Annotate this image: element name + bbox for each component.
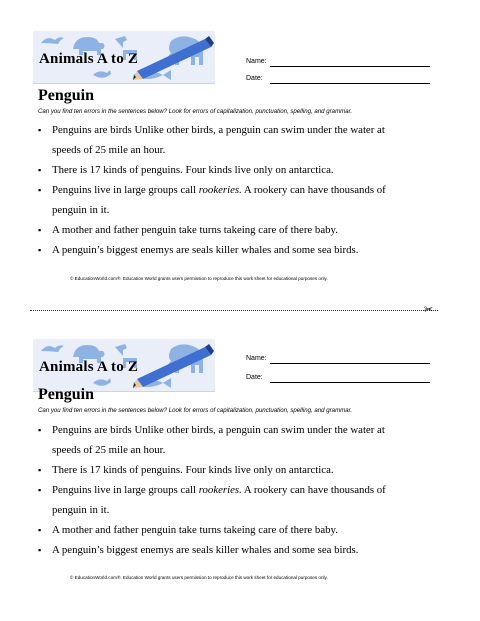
instructions: Can you find ten errors in the sentences below? Look for errors of capitalization, punctuation, spelling, and grammar. [38,407,353,414]
list-item: ▪ A mother and father penguin take turns takeing care of there baby. [38,220,458,240]
list-item: ▪ A mother and father penguin take turns takeing care of there baby. [38,520,458,540]
list-item: ▪ A penguin’s biggest enemys are seals killer whales and some sea birds. [38,240,458,260]
name-field[interactable] [270,66,430,67]
list-item: ▪ Penguins live in large groups call rookeries. A rookery can have thousands of penguin in it. [38,180,458,220]
list-item: ▪ Penguins are birds Unlike other birds, a penguin can swim under the water at speeds of 25 mile an hour. [38,120,458,160]
scissors-icon: ✂ [424,303,434,316]
date-field[interactable] [270,382,430,383]
date-field[interactable] [270,83,430,84]
cut-line [30,310,438,311]
list-item: ▪ There is 17 kinds of penguins. Four kinds live only on antarctica. [38,160,458,180]
name-label: Name: [246,58,267,65]
list-item: ▪ There is 17 kinds of penguins. Four kinds live only on antarctica. [38,460,458,480]
name-label: Name: [246,355,267,362]
list-item: ▪ A penguin’s biggest enemys are seals killer whales and some sea birds. [38,540,458,560]
date-label: Date: [246,374,263,381]
list-item: ▪ Penguins live in large groups call rookeries. A rookery can have thousands of penguin in it. [38,480,458,520]
banner [33,31,215,84]
banner-title: Animals A to Z [39,359,139,375]
copyright-footer: © EducationWorld.com®. Education World grants users permission to reproduce this work sheet for educational purposes only. [70,575,328,580]
date-label: Date: [246,75,263,82]
page-title: Penguin [38,87,95,104]
instructions: Can you find ten errors in the sentences below? Look for errors of capitalization, punctuation, spelling, and grammar. [38,108,353,115]
sentence-list [38,420,458,560]
page-title: Penguin [38,386,95,403]
copyright-footer: © EducationWorld.com®. Education World grants users permission to reproduce this work sheet for educational purposes only. [70,276,328,281]
sentence-list [38,120,458,260]
banner-title: Animals A to Z [39,51,139,67]
name-field[interactable] [270,363,430,364]
banner [33,339,215,392]
list-item: ▪ Penguins are birds Unlike other birds, a penguin can swim under the water at speeds of 25 mile an hour. [38,420,458,460]
